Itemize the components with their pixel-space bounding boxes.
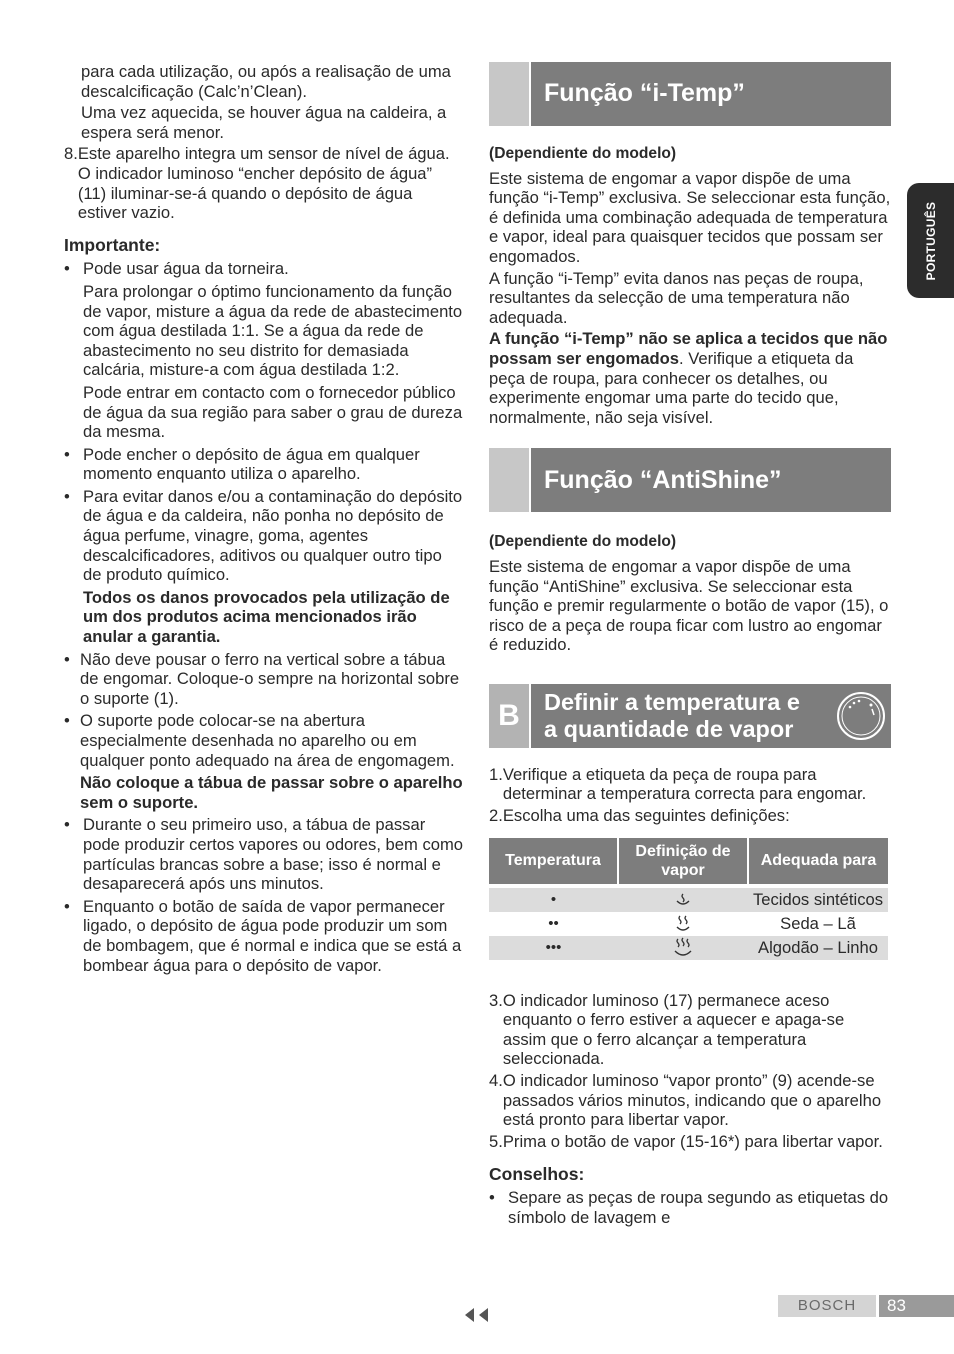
bullet-text: Não deve pousar o ferro na vertical sobre a tábua de engomar. Coloque-o sempre na horizontal sobre o suporte (1). xyxy=(80,649,460,708)
step-number: 3. xyxy=(489,990,503,1010)
page-number: 83 xyxy=(879,1295,954,1317)
header-suitable-for: Adequada para xyxy=(748,838,888,884)
itemp-paragraph-2: A função “i-Temp” evita danos nas peças de roupa, resultantes da selecção de uma temperatura não adequada. xyxy=(489,268,864,327)
item-text: Este aparelho integra um sensor de nível de água. O indicador luminoso “encher depósito de água” (11) iluminar-se-á quando o depósito de água estiver vazio. xyxy=(77,144,450,223)
model-note: (Dependiente do modelo) xyxy=(489,145,677,162)
section-b-title-line-1: Definir a temperatura e xyxy=(544,688,800,715)
bullet-item xyxy=(64,711,464,812)
table-row xyxy=(489,888,888,912)
intro-paragraph-2: Uma vez aquecida, se houver água na caldeira, a espera será menor. xyxy=(81,103,447,142)
bullet-text: Pode encher o depósito de água em qualquer momento enquanto utiliza o aparelho. xyxy=(83,444,420,484)
step-3 xyxy=(489,991,891,1069)
model-note: (Dependiente do modelo) xyxy=(489,533,677,551)
temperature-dial-icon xyxy=(836,689,886,743)
itemp-paragraph-3 xyxy=(489,329,891,427)
antishine-paragraph: Este sistema de engomar a vapor dispõe de uma função “AntiShine” exclusiva. Se seleccionar esta função e premir regularmente o botão de vapor (15), o risco de a peça de roupa ficar com lustro ao engomar é reduzido. xyxy=(489,556,889,655)
step-number: 1. xyxy=(489,764,503,784)
conselhos-heading: Conselhos: xyxy=(489,1164,585,1185)
bullet-text: Pode usar água da torneira. xyxy=(83,259,289,279)
warranty-warning: Todos os danos provocados pela utilização de um dos produtos acima mencionados irão anular a garantia. xyxy=(83,587,450,647)
item-number: 8. xyxy=(64,144,78,164)
bullet-item xyxy=(64,445,464,484)
step-text: Escolha uma das seguintes definições: xyxy=(502,806,790,826)
table-row xyxy=(489,912,888,936)
bullet-item xyxy=(489,1188,891,1227)
language-label: PORTUGUÊS xyxy=(923,201,938,280)
fabric-type: Seda – Lã xyxy=(780,913,856,933)
section-b-title-line-2: a quantidade de vapor xyxy=(544,715,794,742)
itemp-bold-note: A função “i-Temp” não se aplica a tecidos que não possam ser engomados xyxy=(489,329,888,368)
bullet-item xyxy=(64,650,464,709)
bullet-text: Separe as peças de roupa segundo as etiquetas do símbolo de lavagem e xyxy=(508,1188,889,1227)
itemp-note-rest: . Verifique a etiqueta da peça de roupa, para conhecer os detalhes, ou experimente engomar uma parte do tecido que, normalmente, não seja visível. xyxy=(489,348,854,427)
bullet-text: Enquanto o botão de saída de vapor permanecer ligado, o depósito de água pode produzir um som de bombagem, que é normal e indica que se está a bombear água para o depósito de vapor. xyxy=(83,896,462,975)
step-number: 2. xyxy=(489,806,503,826)
settings-table xyxy=(489,838,888,960)
bullet: • xyxy=(64,444,70,464)
step-5 xyxy=(489,1132,891,1152)
step-text: O indicador luminoso (17) permanece aceso enquanto o ferro estiver a aquecer e apaga-se assim que o ferro alcançar a temperatura seleccionada. xyxy=(502,990,845,1069)
section-letter: B xyxy=(489,684,529,748)
section-tab xyxy=(489,62,529,126)
step-text: O indicador luminoso “vapor pronto” (9) acende-se passados vários minutos, indicando que o aparelho está pronto para libertar vapor. xyxy=(502,1071,882,1130)
step-text: Verifique a etiqueta da peça de roupa para determinar a temperatura correcta para engomar. xyxy=(502,764,867,804)
section-b-header xyxy=(489,684,891,748)
bullet: • xyxy=(64,259,70,279)
bullet-text: Para prolongar o óptimo funcionamento da função de vapor, misture a água da rede de abastecimento com água destilada 1:1. Se a água da rede de abastecimento no seu distrito for demasiada calcária, misture-a com água destilada 1:2. xyxy=(83,281,463,380)
bullet-item xyxy=(64,259,464,441)
bullet-item xyxy=(64,897,464,975)
brand-label: BOSCH xyxy=(778,1295,876,1317)
itemp-paragraph-1: Este sistema de engomar a vapor dispõe de uma função “i-Temp” exclusiva. Se seleccionar esta função, é definida uma combinação adequada de temperatura e vapor, ideal para quaisquer tecidos que possam ser engomados. xyxy=(489,168,891,266)
right-column xyxy=(489,62,891,1227)
header-temperature: Temperatura xyxy=(489,838,618,884)
support-warning: Não coloque a tábua de passar sobre o aparelho sem o suporte. xyxy=(80,773,463,812)
temperature-level: ••• xyxy=(489,936,618,960)
bullet-text: O suporte pode colocar-se na abertura especialmente desenhada no aparelho ou em qualquer ponto adequado na área de engomagem. xyxy=(80,711,455,770)
importante-heading: Importante: xyxy=(64,234,161,255)
step-2 xyxy=(489,806,891,826)
table-header-row xyxy=(489,838,888,884)
antishine-title: Função “AntiShine” xyxy=(531,448,891,512)
table-row xyxy=(489,936,888,960)
header-steam: Definição de vapor xyxy=(618,838,748,884)
antishine-section-header xyxy=(489,448,891,512)
intro-paragraph-1: para cada utilização, ou após a realisação de uma descalcificação (Calc’n’Clean). xyxy=(81,62,451,101)
step-4 xyxy=(489,1071,891,1130)
bullet: • xyxy=(64,649,70,669)
step-number: 4. xyxy=(489,1071,503,1091)
bullet: • xyxy=(489,1188,495,1207)
bullet-text: Pode entrar em contacto com o fornecedor público de água da sua região para saber o grau de dureza da mesma. xyxy=(83,382,463,442)
bullet: • xyxy=(64,896,70,916)
fabric-type: Algodão – Linho xyxy=(748,936,888,960)
temperature-level: • xyxy=(489,888,618,912)
steam-level-3-icon xyxy=(618,936,748,960)
bullet: • xyxy=(64,711,70,731)
section-tab xyxy=(489,448,529,512)
step-1 xyxy=(489,765,891,804)
previous-page-arrows-icon[interactable] xyxy=(464,1307,492,1323)
language-tab xyxy=(907,183,954,298)
steam-level-2-icon xyxy=(618,912,748,936)
itemp-title: Função “i-Temp” xyxy=(531,62,891,126)
steam-level-1-icon xyxy=(618,888,748,912)
bullet-text: Para evitar danos e/ou a contaminação do depósito de água e da caldeira, não ponha no depósito de água perfume, vinagre, goma, agentes descalcificadores, aditivos ou qualquer outro tipo de produto químico. xyxy=(83,486,463,585)
bullet-text: Durante o seu primeiro uso, a tábua de passar pode produzir certos vapores ou odores, bem como partículas brancas sobre a base; isso é normal e desaparecerá após uns minutos. xyxy=(83,815,464,894)
itemp-section-header xyxy=(489,62,891,126)
bullet-item xyxy=(64,815,464,893)
temperature-level: •• xyxy=(548,914,559,932)
bullet: • xyxy=(64,486,70,506)
bullet: • xyxy=(64,815,70,835)
step-number: 5. xyxy=(489,1131,503,1151)
list-item-8 xyxy=(64,144,464,222)
fabric-type: Tecidos sintéticos xyxy=(748,888,888,912)
step-text: Prima o botão de vapor (15-16*) para libertar vapor. xyxy=(502,1131,883,1151)
left-column xyxy=(64,62,464,975)
bullet-item xyxy=(64,487,464,647)
